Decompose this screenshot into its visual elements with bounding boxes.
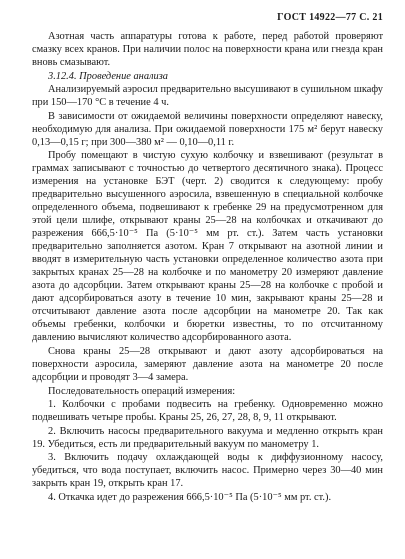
page-header: ГОСТ 14922—77 С. 21 xyxy=(277,12,383,23)
step-3: 3. Включить подачу охлаждающей воды к диффузионному насосу, убедиться, что вода поступает, включить насос. Примерно через 30—40 мин закрыть кран 19, открыть кран 17. xyxy=(32,452,383,490)
paragraph-sequence-intro: Последовательность операций измерения: xyxy=(48,385,236,397)
paragraph-prep: Азотная часть аппаратуры готова к работе, перед работой проверяют смазку всех кранов. При наличии полос на поверхности крана или гнезда кран вновь смазывают. xyxy=(32,31,383,68)
paragraph-repeat: Снова краны 25—28 открывают и дают азоту адсорбироваться на поверхности аэросила, замеряют давление азота на манометре 20 после адсорбции и проводят 3—4 замера. xyxy=(32,345,383,383)
step-2: 2. Включить насосы предварительного вакуума и медленно открыть кран 19. Убедиться, есть ли предварительный вакуум по манометру 1. xyxy=(32,425,383,450)
step-1: 1. Колбочки с пробами подвесить на гребенку. Одновременно можно подвешивать четыре пробы. Краны 25, 26, 27, 28, 8, 9, 11 открывают. xyxy=(32,399,383,424)
section-heading: 3.12.4. Проведение анализа xyxy=(48,70,169,82)
paragraph-drying: Анализируемый аэросил предварительно высушивают в сушильном шкафу при 150—170 °С в течение 4 ч. xyxy=(32,84,383,109)
paragraph-sample-weight: В зависимости от ожидаемой величины поверхности определяют навеску, необходимую для анализа. При ожидаемой поверхности 175 м² берут навеску 0,13—0,15 г; при 300—380 м² — 0,10—0,11 г. xyxy=(32,110,383,148)
step-4: 4. Откачка идет до разрежения 666,5·10⁻⁵ Па (5·10⁻⁵ мм рт. ст.). xyxy=(48,491,332,503)
paragraph-measurement-process: Пробу помещают в чистую сухую колбочку и взвешивают (результат в граммах записывают с точностью до четвертого десятичного знака). Процесс измерения на установке БЭТ (черт. 2) сводится к следующему: пробу предварительно высушенного аэросила, взвешенную в специальной колбочке определенного объема, подвешивают к гребенке 29 на предусмотренном для этой цели шлифе, открывают краны 25—28 на колбочках и откачивают до разрежения 666,5·10⁻⁵ Па (5·10⁻⁵ мм рт. ст.). Затем часть установки предварительно заполняется азотом. Кран 7 открывают на азотной линии и вводят в измерительную часть установки определенное количество азота при закрытых кранах 25—28 на колбочке и по манометру 20 измеряют давление азота до адсорбции. Затем открывают краны 25—28 на колбочке с пробой и дают адсорбироваться азоту в течение 10 мин, закрывают краны 25—28 и отсчитывают давление азота после адсорбции на манометре 20. Так как объемы гребенки, колбочки и бюретки известны, то по отсчитанному давлению вычисляют количество адсорбированного азота. xyxy=(32,150,383,344)
